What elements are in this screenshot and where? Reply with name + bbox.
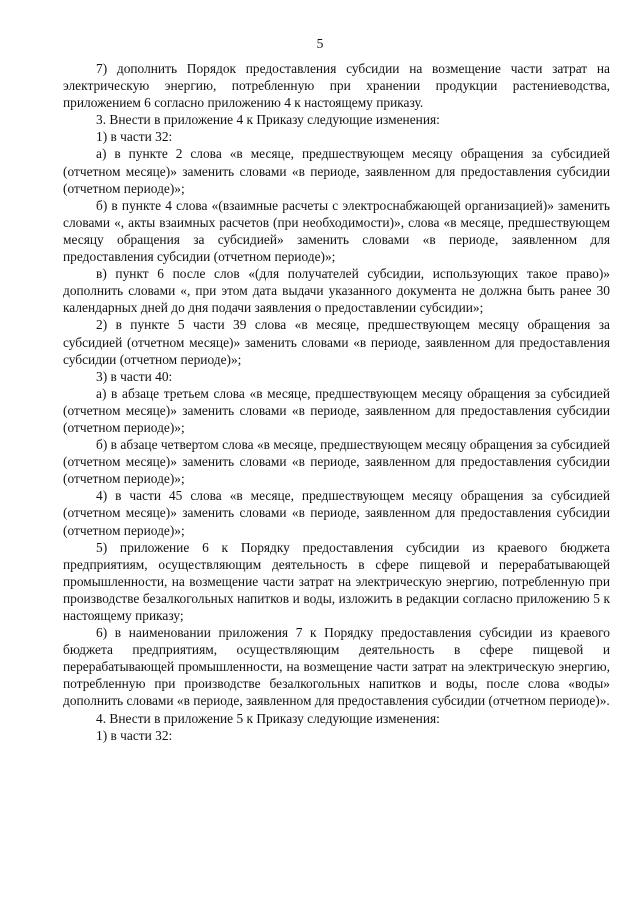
paragraph: 3. Внести в приложение 4 к Приказу следующие изменения: bbox=[96, 112, 440, 128]
paragraph: б) в абзаце четвертом слова «в месяце, предшествующем месяцу обращения за субсидией (отчетном месяце)» заменить словами «в периоде, заявленном для предоставления субсидии (отчетном периоде)»; bbox=[63, 437, 610, 487]
paragraph: 1) в части 32: bbox=[96, 129, 173, 145]
paragraph: 2) в пункте 5 части 39 слова «в месяце, предшествующем месяцу обращения за субсидией (отчетном месяце)» заменить словами «в периоде, заявленном для предоставления субсидии (отчетном периоде)»; bbox=[63, 317, 610, 367]
document-body bbox=[63, 60, 610, 744]
page-number: 5 bbox=[316, 36, 324, 51]
paragraph: 4) в части 45 слова «в месяце, предшествующем месяцу обращения за субсидией (отчетном месяце)» заменить словами «в периоде, заявленном для предоставления субсидии (отчетном периоде)»; bbox=[63, 488, 610, 538]
paragraph: 4. Внести в приложение 5 к Приказу следующие изменения: bbox=[96, 710, 440, 726]
paragraph: 7) дополнить Порядок предоставления субсидии на возмещение части затрат на электрическую энергию, потребленную при хранении продукции растениеводства, приложением 6 согласно приложению 4 к настоящему приказу. bbox=[63, 61, 610, 111]
paragraph: б) в пункте 4 слова «(взаимные расчеты с электроснабжающей организацией)» заменить словами «, акты взаимных расчетов (при необходимости)», слова «в месяце, предшествующем месяцу обращения за субсидией» заменить словами «в периоде, заявленном для предоставления субсидии (отчетном периоде)»; bbox=[63, 197, 610, 265]
paragraph: 6) в наименовании приложения 7 к Порядку предоставления субсидии из краевого бюджета предприятиям, осуществляющим деятельность в сфере пищевой и перерабатывающей промышленности, на возмещение части затрат на электрическую энергию, потребленную при производстве безалкогольных напитков и воды, после слова «воды» дополнить словами «в периоде, заявленном для предоставления субсидии (отчетном периоде)». bbox=[63, 625, 610, 709]
paragraph: 5) приложение 6 к Порядку предоставления субсидии из краевого бюджета предприятиям, осуществляющим деятельность в сфере пищевой и перерабатывающей промышленности, на возмещение части затрат на электрическую энергию, потребленную при производстве безалкогольных напитков и воды, изложить в редакции согласно приложению 5 к настоящему приказу; bbox=[63, 539, 610, 623]
paragraph: а) в абзаце третьем слова «в месяце, предшествующем месяцу обращения за субсидией (отчетном месяце)» заменить словами «в периоде, заявленном для предоставления субсидии (отчетном периоде)»; bbox=[63, 385, 610, 435]
paragraph: 3) в части 40: bbox=[96, 368, 173, 384]
paragraph: в) пункт 6 после слов «(для получателей субсидии, использующих такое право)» дополнить словами «, при этом дата выдачи указанного документа не должна быть ранее 30 календарных дней до дня подачи заявления о предоставлении субсидии»; bbox=[63, 266, 610, 316]
paragraph: а) в пункте 2 слова «в месяце, предшествующем месяцу обращения за субсидией (отчетном месяце)» заменить словами «в периоде, заявленном для предоставления субсидии (отчетном периоде)»; bbox=[63, 146, 610, 196]
paragraph: 1) в части 32: bbox=[96, 727, 173, 743]
